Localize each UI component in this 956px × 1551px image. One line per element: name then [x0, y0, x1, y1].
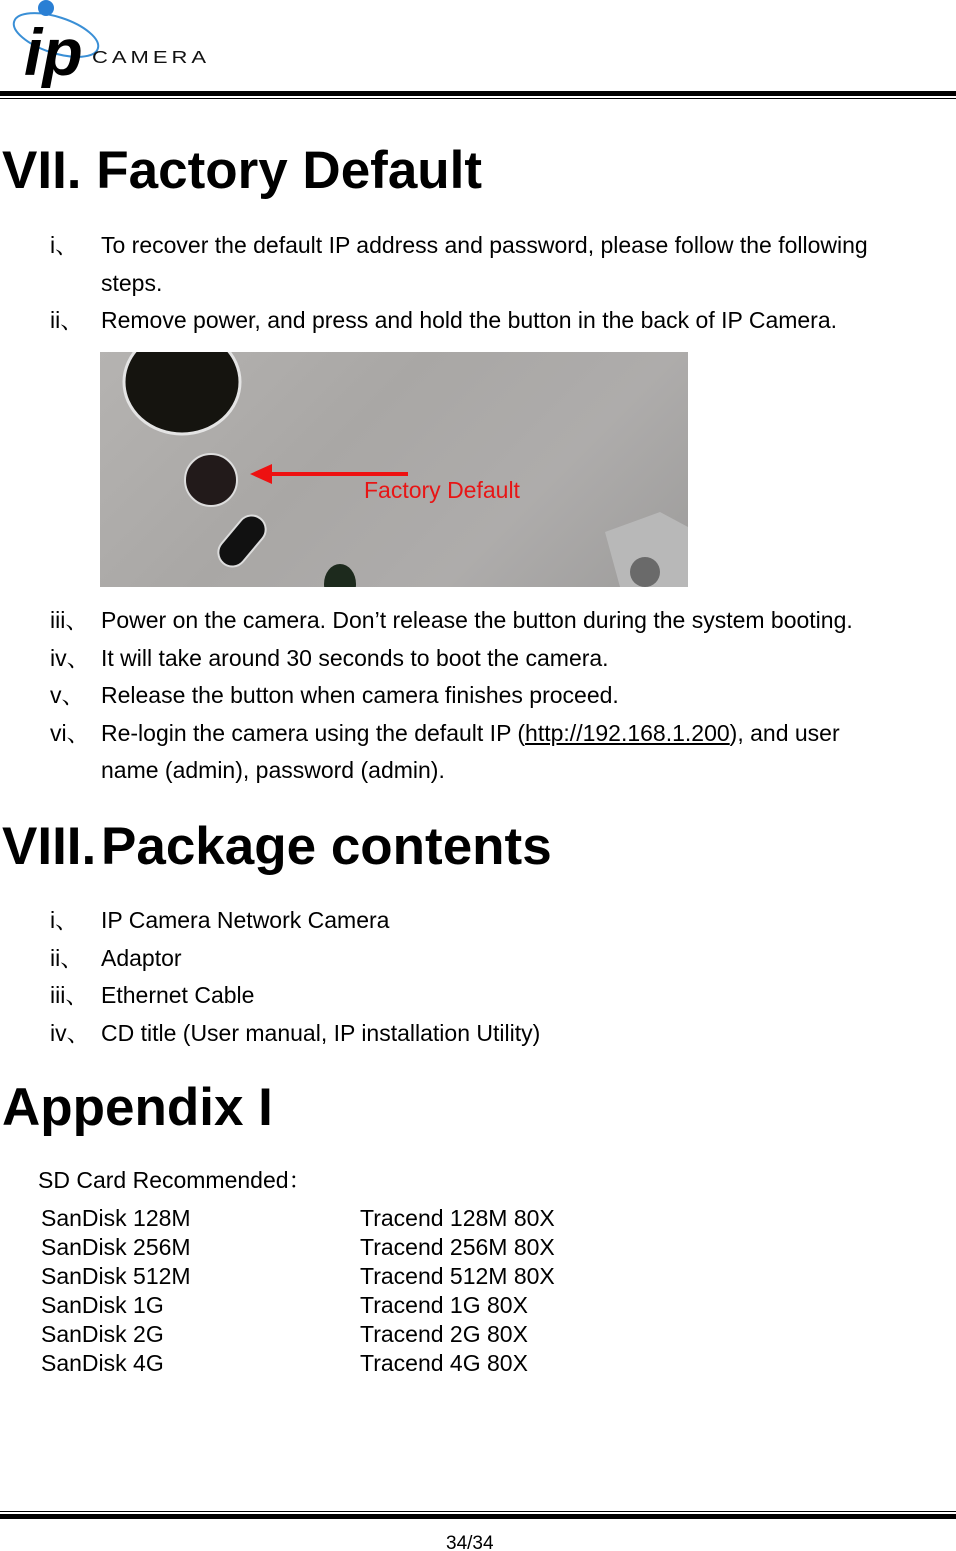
- section-title-package-contents: Package contents: [101, 817, 552, 876]
- sd-card-item: SanDisk 1G: [41, 1292, 164, 1318]
- list-number: iii、: [50, 607, 89, 633]
- sd-card-item: SanDisk 2G: [41, 1321, 164, 1347]
- list-number: i、: [50, 232, 79, 258]
- list-item: Ethernet Cable: [101, 982, 255, 1008]
- list-number: iv、: [50, 1020, 90, 1046]
- sd-card-item: Tracend 2G 80X: [360, 1321, 528, 1347]
- sd-card-item: Tracend 256M 80X: [360, 1234, 555, 1260]
- footer-rule: [0, 1514, 956, 1519]
- sd-card-item: Tracend 4G 80X: [360, 1350, 528, 1376]
- camera-back-photo: [100, 352, 688, 587]
- list-number: vi、: [50, 720, 90, 746]
- list-item: Remove power, and press and hold the button in the back of IP Camera.: [101, 307, 838, 333]
- list-number: iii、: [50, 982, 89, 1008]
- list-item: Adaptor: [101, 945, 182, 971]
- header-rule-thin: [0, 98, 956, 99]
- list-item: Release the button when camera finishes proceed.: [101, 682, 619, 708]
- list-item-continued: steps.: [101, 270, 163, 296]
- list-item-text: Re-login the camera using the default IP (: [101, 720, 526, 746]
- sd-card-item: Tracend 512M 80X: [360, 1263, 555, 1289]
- svg-text:ip: ip: [24, 15, 83, 88]
- appendix-title: Appendix I: [2, 1078, 273, 1137]
- sd-card-item: SanDisk 256M: [41, 1234, 191, 1260]
- list-item: Power on the camera. Don’t release the button during the system booting.: [101, 607, 853, 633]
- list-number: i、: [50, 907, 79, 933]
- list-number: ii、: [50, 945, 84, 971]
- sd-card-item: SanDisk 512M: [41, 1263, 191, 1289]
- sd-card-item: Tracend 1G 80X: [360, 1292, 528, 1318]
- section-title-number: VIII.: [2, 817, 97, 876]
- sd-card-item: Tracend 128M 80X: [360, 1205, 555, 1231]
- svg-text:CAMERA: CAMERA: [92, 48, 211, 68]
- sd-card-item: SanDisk 128M: [41, 1205, 191, 1231]
- list-item: [101, 721, 840, 745]
- footer-rule-thin: [0, 1511, 956, 1512]
- list-item: IP Camera Network Camera: [101, 907, 390, 933]
- header-rule: [0, 91, 956, 96]
- sd-card-item: SanDisk 4G: [41, 1350, 164, 1376]
- list-item: CD title (User manual, IP installation Utility): [101, 1020, 541, 1046]
- page-number: 34/34: [446, 1533, 494, 1551]
- list-number: ii、: [50, 307, 84, 333]
- list-item-text: ), and user: [729, 720, 840, 746]
- list-number: v、: [50, 682, 85, 708]
- list-item-continued: name (admin), password (admin).: [101, 757, 445, 783]
- factory-default-label: Factory Default: [364, 477, 520, 503]
- tracend-column: [360, 1204, 555, 1378]
- sd-card-subtitle: SD Card Recommended：: [38, 1167, 312, 1193]
- list-number: iv、: [50, 645, 90, 671]
- section-title-factory-default: VII. Factory Default: [2, 141, 483, 200]
- ip-camera-logo: [6, 0, 266, 88]
- list-item: It will take around 30 seconds to boot the camera.: [101, 645, 609, 671]
- default-ip-link[interactable]: http://192.168.1.200: [525, 720, 730, 746]
- list-item: To recover the default IP address and password, please follow the following: [101, 232, 868, 258]
- sandisk-column: [41, 1204, 191, 1378]
